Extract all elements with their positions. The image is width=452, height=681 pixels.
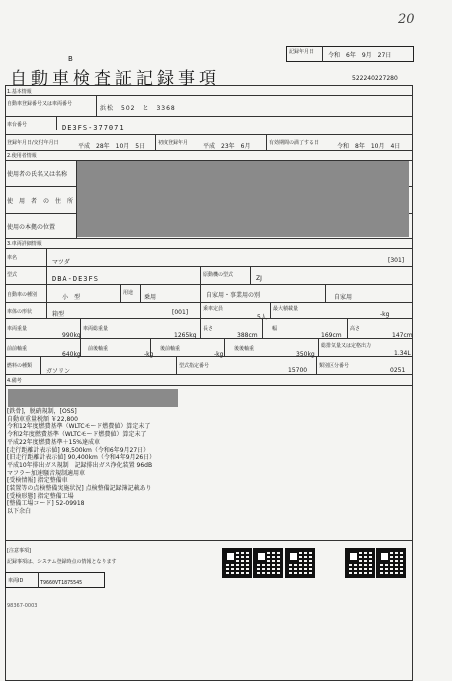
rf-axle-value: -kg: [214, 351, 224, 358]
note-line: 以下余白: [7, 508, 32, 516]
body-code: [001]: [172, 309, 189, 316]
section1-heading: 1.基本情報: [7, 89, 32, 95]
model-value: DBA-DE3FS: [52, 275, 99, 283]
fuel-value: ガソリン: [46, 368, 71, 375]
redacted-notes: [8, 389, 178, 407]
user-address-label: 使 用 者 の 住 所: [7, 198, 74, 205]
make-code: [301]: [388, 257, 405, 264]
caution-text: 記録事項は、システム登録時点の情報となります: [7, 559, 117, 565]
type-no-label: 型式指定番号: [179, 363, 210, 369]
kind-value: 小 型: [62, 294, 81, 301]
height-value: 147cm: [392, 332, 413, 339]
note-line: 自動車重量税額 ￥22,800: [7, 415, 78, 423]
chassis-label: 車台番号: [7, 122, 28, 128]
first-reg-value: 平成 23年 6月: [203, 143, 251, 150]
note-line: [受検情報] 指定整備車: [7, 477, 68, 485]
class-no-value: 0251: [390, 367, 406, 374]
note-line: [受検形態] 指定整備工場: [7, 492, 74, 500]
make-label: 車名: [7, 255, 18, 261]
weight-value: 990kg: [62, 332, 81, 339]
note-line: 令和2年度燃費基準（WLTCモード燃費値）算定未了: [7, 431, 147, 439]
document-number: 522240227280: [352, 75, 398, 82]
fuel-label: 燃料の種類: [7, 363, 33, 369]
note-line: 令和12年度燃費基準（WLTCモード燃費値）算定未了: [7, 423, 151, 431]
use-value: 乗用: [144, 294, 157, 301]
capacity-label: 乗車定員: [203, 306, 224, 312]
note-line: [鉄骨]，脱硝規制，[OSS]: [7, 408, 77, 415]
qr-code-4: [345, 548, 375, 578]
note-line: [走行距離計表示値] 98,500km（令和6年9月27日）: [7, 446, 150, 454]
handwritten-page-number: 20: [398, 12, 415, 27]
note-line: 平成22年度燃費基準＋15%達成車: [7, 438, 100, 446]
use-label: 用途: [123, 290, 134, 296]
form-mark: B: [68, 55, 73, 63]
fr-axle-label: 前後軸重: [88, 346, 109, 352]
note-line: [旧走行距離計表示値] 90,400km（令和4年9月26日）: [7, 454, 156, 462]
capacity-value: 5人: [257, 314, 267, 321]
qr-code-5: [376, 548, 406, 578]
reg-date-value: 平成 28年 10月 5日: [78, 143, 146, 150]
weight-label: 車両重量: [7, 326, 28, 332]
engine-label: 原動機の型式: [203, 272, 234, 278]
body-value: 箱型: [52, 311, 65, 318]
section4-heading: 4.備考: [7, 378, 22, 384]
reg-number-value: 浜松 502 と 3368: [100, 105, 176, 112]
displacement-value: 1.34L: [394, 350, 411, 357]
width-label: 幅: [272, 326, 278, 332]
form-number: 98367-0003: [7, 603, 38, 609]
expiry-value: 令和 8年 10月 4日: [337, 143, 401, 150]
record-date-value: 令和 6年 9月 27日: [328, 52, 392, 59]
purpose-value: 自家用: [334, 294, 353, 301]
gross-weight-value: 1265kg: [174, 332, 197, 339]
note-line: 平成10年排出ガス規制 記録排出ガス浄化装置 96dB: [7, 461, 153, 469]
make-value: マツダ: [52, 259, 70, 266]
rr-axle-value: 350kg: [296, 351, 315, 358]
note-line: [装置等の点検整備実施状況] 点検整備記録簿記載あり: [7, 485, 152, 493]
rf-axle-label: 後前軸重: [160, 346, 181, 352]
rr-axle-label: 後後軸重: [234, 346, 255, 352]
expiry-label: 有効期間の満了する日: [269, 140, 320, 146]
section3-heading: 3.車両詳細情報: [7, 241, 42, 247]
gross-weight-label: 車両総重量: [83, 326, 109, 332]
page-title: 自動車検査証記録事項: [10, 69, 220, 89]
reg-number-label: 自動車登録番号又は車両番号: [7, 101, 73, 107]
qr-code-3: [285, 548, 315, 578]
record-date-label: 記録年月日: [289, 49, 315, 55]
note-line: [整備工場コード] 52-09918: [7, 500, 85, 508]
body-label: 車体の形状: [7, 309, 33, 315]
note-line: マフラー加速騒音規制適用車: [7, 469, 86, 477]
first-reg-label: 初度登録年月: [158, 140, 189, 146]
engine-value: ZJ: [256, 275, 262, 282]
model-label: 型式: [7, 272, 18, 278]
chassis-value: DE3FS-377071: [62, 124, 125, 132]
section2-heading: 2.使用者情報: [7, 153, 37, 159]
ff-axle-value: 640kg: [62, 351, 81, 358]
reg-date-label: 登録年月日/交付年月日: [7, 140, 59, 146]
ff-axle-label: 前前軸重: [7, 346, 28, 352]
kind-label: 自動車の種別: [7, 292, 38, 298]
vehicle-id-label: 車両ID: [8, 578, 24, 584]
class-no-label: 類別区分番号: [319, 363, 350, 369]
qr-code-2: [253, 548, 283, 578]
displacement-label: 総排気量又は定格出力: [321, 343, 372, 349]
base-location-label: 使用の本拠の位置: [7, 224, 56, 231]
fr-axle-value: -kg: [144, 351, 154, 358]
length-value: 388cm: [237, 332, 258, 339]
max-load-label: 最大積載量: [273, 306, 299, 312]
notes-block: [7, 408, 155, 516]
height-label: 高さ: [350, 326, 361, 332]
qr-code-1: [222, 548, 252, 578]
caution-label: [注意事項]: [7, 548, 31, 554]
user-name-label: 使用者の氏名又は名称: [7, 171, 68, 178]
length-label: 長さ: [203, 326, 214, 332]
vehicle-id-value: T9660VT1875545: [40, 580, 83, 586]
width-value: 169cm: [321, 332, 342, 339]
type-no-value: 15700: [288, 367, 308, 374]
max-load-value: -kg: [380, 311, 390, 318]
redacted-user-info: [77, 161, 409, 237]
purpose-label: 自家用・事業用の別: [206, 292, 261, 299]
